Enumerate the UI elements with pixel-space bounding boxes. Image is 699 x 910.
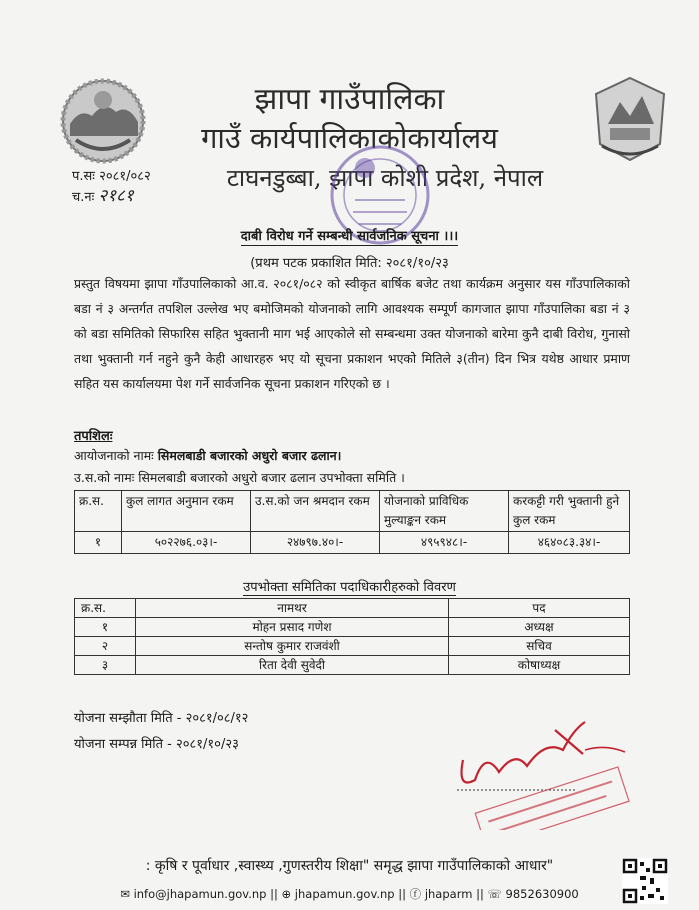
plan-name: आयोजनाको नामः सिमलबाडी बजारको अधुरो बजार ढलान। (74, 448, 342, 463)
table-row (75, 618, 630, 637)
globe-icon: ⊕ (281, 887, 292, 901)
table-row (75, 532, 630, 554)
mail-icon: ✉ (120, 887, 130, 901)
table-header: योजनाको प्राविधिक मुल्याङ्कन रकम (380, 491, 509, 532)
table-cell: कोषाध्यक्ष (449, 656, 630, 675)
table-cell: सन्तोष कुमार राजवंशी (136, 637, 449, 656)
table-header-row (75, 599, 630, 618)
officials-title: उपभोक्ता समितिका पदाधिकारीहरुको विवरण (243, 580, 456, 595)
email-link[interactable]: info@jhapamun.gov.np (133, 887, 267, 901)
notice-title: दाबी विरोध गर्ने सम्बन्धी सार्वजनिक सूचना ।।। (240, 229, 459, 244)
table-cell: ४९५९४८।- (380, 532, 509, 554)
table-header: नामथर (136, 599, 449, 618)
table-header: क्र.स. (75, 599, 136, 618)
footer-slogan: : कृषि र पूर्वाधार ,स्वास्थ्य ,गुणस्तरीय शिक्षा" समृद्ध झापा गाउँपालिकाको आधार" (145, 858, 554, 874)
facebook-link[interactable]: jhaparm (424, 887, 473, 901)
table-cell: रिता देवी सुवेदी (136, 656, 449, 675)
footer-contact: ✉ info@jhapamun.gov.np || ⊕ jhapamun.gov.np || ⓕ jhaparm || ☏ 9852630900 (120, 887, 579, 901)
table-header: कुल लागत अनुमान रकम (122, 491, 251, 532)
table-cell: सचिव (449, 637, 630, 656)
table-cell: १ (75, 532, 122, 554)
table-header-row (75, 491, 630, 532)
table-cell: १ (75, 618, 136, 637)
table-header: उ.स.को जन श्रमदान रकम (251, 491, 380, 532)
reference-ps: प.सः २०८१/०८२ (72, 169, 151, 184)
table-cell: २ (75, 637, 136, 656)
phone-icon: ☏ (487, 887, 502, 901)
committee-name: उ.स.को नामः सिमलबाडी बजारको अधुरो बजार ढलान उपभोक्ता समिति । (74, 470, 405, 485)
table-row (75, 656, 630, 675)
table-header: क्र.स. (75, 491, 122, 532)
officials-table (74, 598, 630, 675)
table-header: करकट्टी गरी भुक्तानी हुने कुल रकम (509, 491, 630, 532)
agreement-date: योजना सम्झौता मिति - २०८१/०८/१२ (74, 711, 249, 726)
table-cell: ३ (75, 656, 136, 675)
published-date: (प्रथम पटक प्रकाशित मिति: २०८१/१०/२३ (250, 256, 449, 271)
office-name-line2: गाउँ कार्यपालिकाकोकार्यालय (201, 121, 498, 155)
office-name-line1: झापा गाउँपालिका (254, 82, 445, 117)
tapasil-heading: तपशिलः (74, 429, 113, 444)
table-header: पद (449, 599, 630, 618)
office-address: टाघनडुब्बा, झापा कोशी प्रदेश, नेपाल (226, 164, 544, 192)
notice-paragraph: प्रस्तुत विषयमा झापा गाँउपालिकाको आ.व. २०८१/०८२ को स्वीकृत बार्षिक बजेट तथा कार्यक्रम अनुसार यस गाँउपालिकाको बडा नं ३ अन्तर्गत तपशिल उल्लेख भए बमोजिमको योजनाको लागि आवश्यक सम्पूर्ण कागजात झापा गाँउपालिका बडा नं ३ को बडा समितिको सिफारिस सहित भुक्तानी माग भई आएकोले सो सम्बन्धमा उक्त योजनाको बारेमा कुनै दाबी विरोध, गुनासो तथा भुक्तानी गर्न नहुने कुनै केही आधारहरु भए यो सूचना प्रकाशन भएकोे मितिले ३(तीन) दिन भित्र यथेष्ठ आधार प्रमाण सहित यस कार्यालयमा पेश गर्ने सार्वजनिक सूचना प्रकाशन गरिएको छ । (74, 276, 630, 391)
facebook-icon: ⓕ (409, 887, 422, 901)
table-row (75, 637, 630, 656)
reference-cn: च.नः २१८१ (72, 186, 134, 206)
table-cell: मोहन प्रसाद गणेश (136, 618, 449, 637)
table-cell: ४६४०८३.३४।- (509, 532, 630, 554)
signature-stamp (455, 710, 645, 830)
completion-date: योजना सम्पन्न मिति - २०८१/१०/२३ (74, 737, 239, 752)
phone-number: 9852630900 (505, 887, 579, 901)
table-cell: अध्यक्ष (449, 618, 630, 637)
table-cell: ५०२२७६.०३।- (122, 532, 251, 554)
table-cell: २४७९७.४०।- (251, 532, 380, 554)
cost-table (74, 490, 630, 554)
website-link[interactable]: jhapamun.gov.np (294, 887, 395, 901)
qr-code-icon (622, 858, 668, 904)
